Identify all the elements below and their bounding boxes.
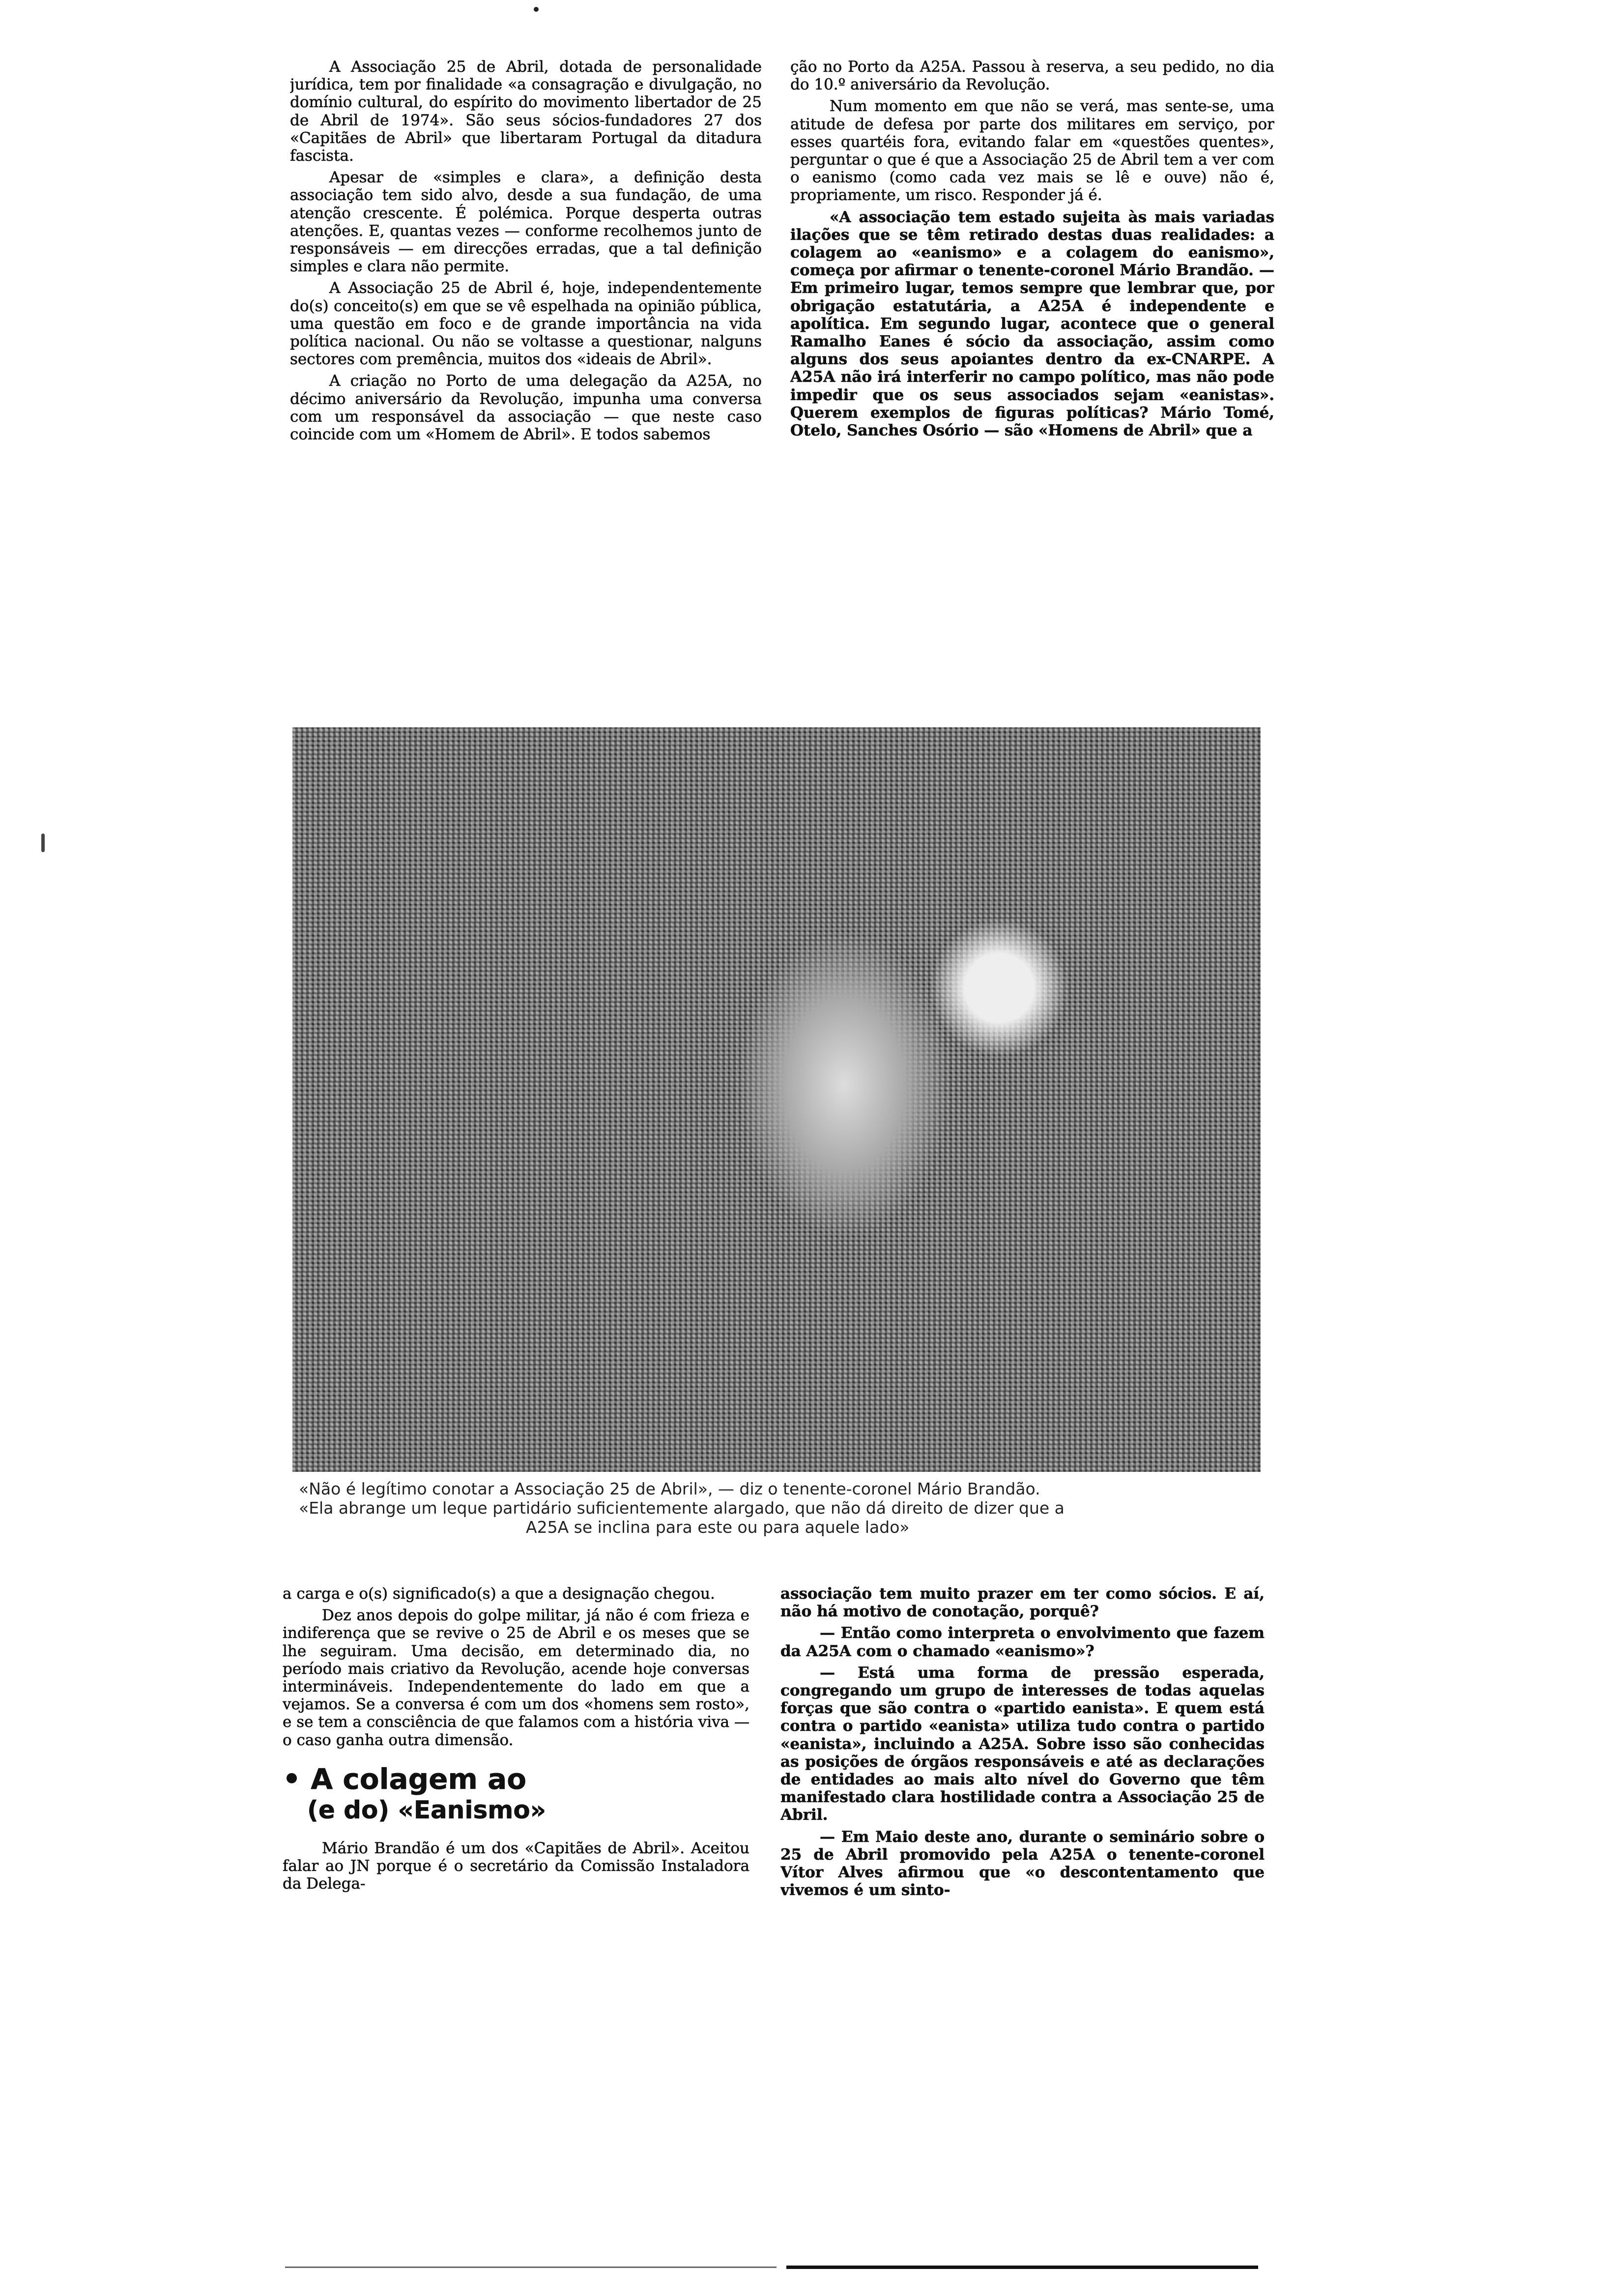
paragraph: associação tem muito prazer em ter como sócios. E aí, não há motivo de conotação, porquê? — [780, 1585, 1265, 1621]
paragraph: A criação no Porto de uma delegação da A25A, no décimo aniversário da Revolução, impunha uma conversa com um responsável da associação — que neste caso coincide com um «Homem de Abril». E todos sabemos — [290, 372, 762, 444]
caption-line: «Não é legítimo conotar a Associação 25 de Abril», — diz o tenente-coronel Mário Brandão. — [299, 1479, 1040, 1498]
paragraph: Dez anos depois do golpe militar, já não é com frieza e indiferença que se revive o 25 de Abril e os meses que se lhe seguiram. Uma decisão, em determinado dia, no período mais criativo da Revolução, acende hoje conversas intermináveis. Independentemente do lado em que a vejamos. Se a conversa é com um dos «homens sem rosto», e se tem a consciência de que falamos com a história viva — o caso ganha outra dimensão. — [283, 1607, 749, 1749]
bottom-rule — [786, 2266, 1258, 2269]
paragraph: Apesar de «simples e clara», a definição desta associação tem sido alvo, desde a sua fundação, de uma atenção crescente. É polémica. Porque desperta outras atenções. E, quantas vezes — conforme recolhemos junto de responsáveis — em direcções erradas, que a tal definição simples e clara não permite. — [290, 169, 762, 276]
paragraph: A Associação 25 de Abril é, hoje, independentemente do(s) conceito(s) em que se vê espelhada na opinião pública, uma questão em foco e de grande importância na vida política nacional. Ou não se voltasse a questionar, nalguns sectores com premência, muitos dos «ideais de Abril». — [290, 279, 762, 369]
article-column-top-left — [290, 58, 762, 714]
paragraph: — Em Maio deste ano, durante o seminário sobre o 25 de Abril promovido pela A25A o tenente-coronel Vítor Alves afirmou que «o descontentamento que vivemos é um sinto- — [780, 1828, 1265, 1899]
bottom-rule — [285, 2267, 777, 2268]
scan-speck — [534, 7, 539, 12]
caption-line: «Ela abrange um leque partidário suficientemente alargado, que não dá direito de dizer que a — [299, 1498, 1065, 1518]
portrait-photo — [292, 727, 1261, 1472]
subheading-line: (e do) «Eanismo» — [307, 1795, 547, 1824]
paragraph: a carga e o(s) significado(s) a que a designação chegou. — [283, 1585, 715, 1603]
paragraph: — Então como interpreta o envolvimento que fazem da A25A com o chamado «eanismo»? — [780, 1624, 1265, 1660]
article-column-bottom-right — [780, 1585, 1265, 2258]
caption-line: A25A se inclina para este ou para aquele lado» — [526, 1518, 910, 1537]
paragraph: ção no Porto da A25A. Passou à reserva, a seu pedido, no dia do 10.º aniversário da Revolução. — [790, 58, 1274, 94]
paragraph: Mário Brandão é um dos «Capitães de Abril». Aceitou falar ao JN porque é o secretário da Comissão Instaladora da Delega- — [283, 1839, 749, 1893]
scan-speck — [41, 833, 45, 852]
paragraph: — Está uma forma de pressão esperada, congregando um grupo de interesses de todas aquelas forças que são contra o «partido eanista». E quem está contra o partido «eanista» utiliza tudo contra o partido «eanista», incluindo a A25A. Sobre isso são conhecidas as posições de órgãos responsáveis e até as declarações de entidades ao mais alto nível do Governo que têm manifestado clara hostilidade contra a Associação 25 de Abril. — [780, 1664, 1265, 1824]
paragraph: «A associação tem estado sujeita às mais variadas ilações que se têm retirado destas duas realidades: a colagem ao «eanismo» e a colagem do eanismo», começa por afirmar o tenente-coronel Mário Brandão. — Em primeiro lugar, temos sempre que lembrar que, por obrigação estatutária, a A25A é independente e apolítica. Em segundo lugar, acontece que o general Ramalho Eanes é sócio da associação, assim como alguns dos seus apoiantes dentro da ex-CNARPE. A A25A não irá interferir no campo político, mas não pode impedir que os seus associados sejam «eanistas». Querem exemplos de figuras políticas? Mário Tomé, Otelo, Sanches Osório — são «Homens de Abril» que a — [790, 208, 1274, 440]
paragraph: A Associação 25 de Abril, dotada de personalidade jurídica, tem por finalidade «a consagração e divulgação, no domínio cultural, do espírito do movimento libertador de 25 de Abril de 1974». São seus sócios-fundadores 27 dos «Capitães de Abril» que libertaram Portugal da ditadura fascista. — [290, 58, 762, 165]
section-subheading — [283, 1763, 749, 1825]
subheading-line: • A colagem ao — [283, 1762, 527, 1796]
article-column-top-right — [790, 58, 1274, 714]
paragraph: Num momento em que não se verá, mas sente-se, uma atitude de defesa por parte dos militares em serviço, por esses quartéis fora, evitando falar em «questões quentes», perguntar o que é que a Associação 25 de Abril tem a ver com o eanismo (como cada vez mais se lê e ouve) não é, propriamente, um risco. Responder já é. — [790, 97, 1274, 204]
photo-caption — [295, 1479, 1261, 1537]
article-column-bottom-left — [283, 1585, 749, 2258]
